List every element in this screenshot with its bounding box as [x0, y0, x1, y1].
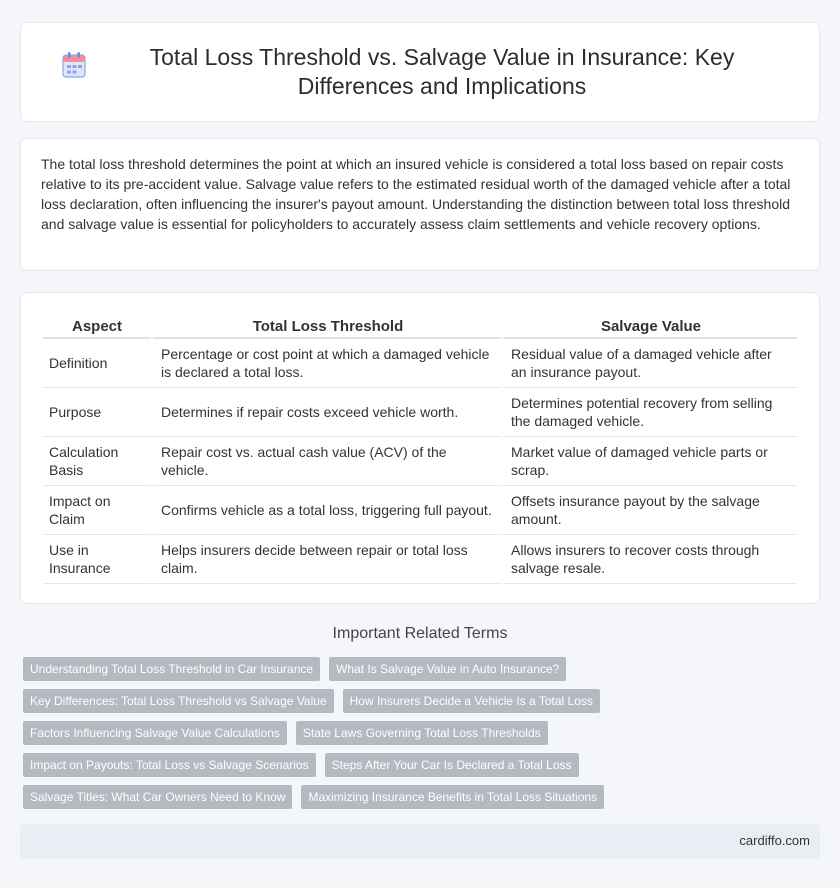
header-salvage-value: Salvage Value [501, 315, 797, 339]
related-term-link[interactable]: Maximizing Insurance Benefits in Total Loss Situations [301, 785, 604, 809]
title-wrap [21, 43, 819, 101]
cell-total-loss-threshold: Determines if repair costs exceed vehicle worth. [151, 388, 501, 437]
table-row [43, 535, 797, 584]
tag-row [23, 721, 823, 753]
cell-salvage-value: Allows insurers to recover costs through salvage resale. [501, 535, 797, 584]
page-title: Total Loss Threshold vs. Salvage Value in Insurance: Key Differences and Implications [149, 44, 735, 99]
comparison-table-card [20, 292, 820, 604]
cell-total-loss-threshold: Repair cost vs. actual cash value (ACV) of the vehicle. [151, 437, 501, 486]
cell-salvage-value: Determines potential recovery from selling the damaged vehicle. [501, 388, 797, 437]
cell-aspect: Calculation Basis [43, 437, 151, 486]
cell-total-loss-threshold: Helps insurers decide between repair or total loss claim. [151, 535, 501, 584]
tag-row [23, 785, 823, 817]
cell-salvage-value: Market value of damaged vehicle parts or scrap. [501, 437, 797, 486]
comparison-table [43, 315, 797, 584]
cell-total-loss-threshold: Confirms vehicle as a total loss, triggering full payout. [151, 486, 501, 535]
header-total-loss-threshold: Total Loss Threshold [151, 315, 501, 339]
header-aspect: Aspect [43, 315, 151, 339]
table-row [43, 388, 797, 437]
intro-card [20, 138, 820, 271]
related-term-link[interactable]: Steps After Your Car Is Declared a Total Loss [325, 753, 579, 777]
footer-site-link[interactable]: cardiffo.com [739, 833, 810, 848]
tag-row [23, 753, 823, 785]
cell-aspect: Purpose [43, 388, 151, 437]
intro-paragraph: The total loss threshold determines the point at which an insured vehicle is considered a total loss based on repair costs relative to its pre-accident value. Salvage value refers to the estimated residual worth of the damaged vehicle after a total loss declaration, often influencing the insurer's payout amount. Understanding the distinction between total loss threshold and salvage value is essential for policyholders to accurately assess claim settlements and vehicle recovery options. [41, 156, 791, 232]
related-term-link[interactable]: Key Differences: Total Loss Threshold vs Salvage Value [23, 689, 334, 713]
cell-aspect: Definition [43, 339, 151, 388]
calendar-icon [61, 51, 87, 79]
cell-aspect: Impact on Claim [43, 486, 151, 535]
related-terms-heading: Important Related Terms [332, 625, 508, 642]
table-row [43, 486, 797, 535]
related-term-link[interactable]: State Laws Governing Total Loss Thresholds [296, 721, 548, 745]
related-term-link[interactable]: How Insurers Decide a Vehicle Is a Total Loss [343, 689, 600, 713]
cell-aspect: Use in Insurance [43, 535, 151, 584]
table-row [43, 339, 797, 388]
tag-row [23, 657, 823, 689]
related-terms-list [23, 657, 823, 817]
related-term-link[interactable]: What Is Salvage Value in Auto Insurance? [329, 657, 566, 681]
related-term-link[interactable]: Factors Influencing Salvage Value Calculations [23, 721, 287, 745]
title-card [20, 22, 820, 122]
related-term-link[interactable]: Impact on Payouts: Total Loss vs Salvage Scenarios [23, 753, 316, 777]
table-row [43, 437, 797, 486]
related-term-link[interactable]: Salvage Titles: What Car Owners Need to Know [23, 785, 292, 809]
tag-row [23, 689, 823, 721]
related-term-link[interactable]: Understanding Total Loss Threshold in Car Insurance [23, 657, 320, 681]
table-header-row [43, 315, 797, 339]
cell-salvage-value: Residual value of a damaged vehicle after an insurance payout. [501, 339, 797, 388]
footer [20, 824, 820, 858]
cell-salvage-value: Offsets insurance payout by the salvage amount. [501, 486, 797, 535]
cell-total-loss-threshold: Percentage or cost point at which a damaged vehicle is declared a total loss. [151, 339, 501, 388]
